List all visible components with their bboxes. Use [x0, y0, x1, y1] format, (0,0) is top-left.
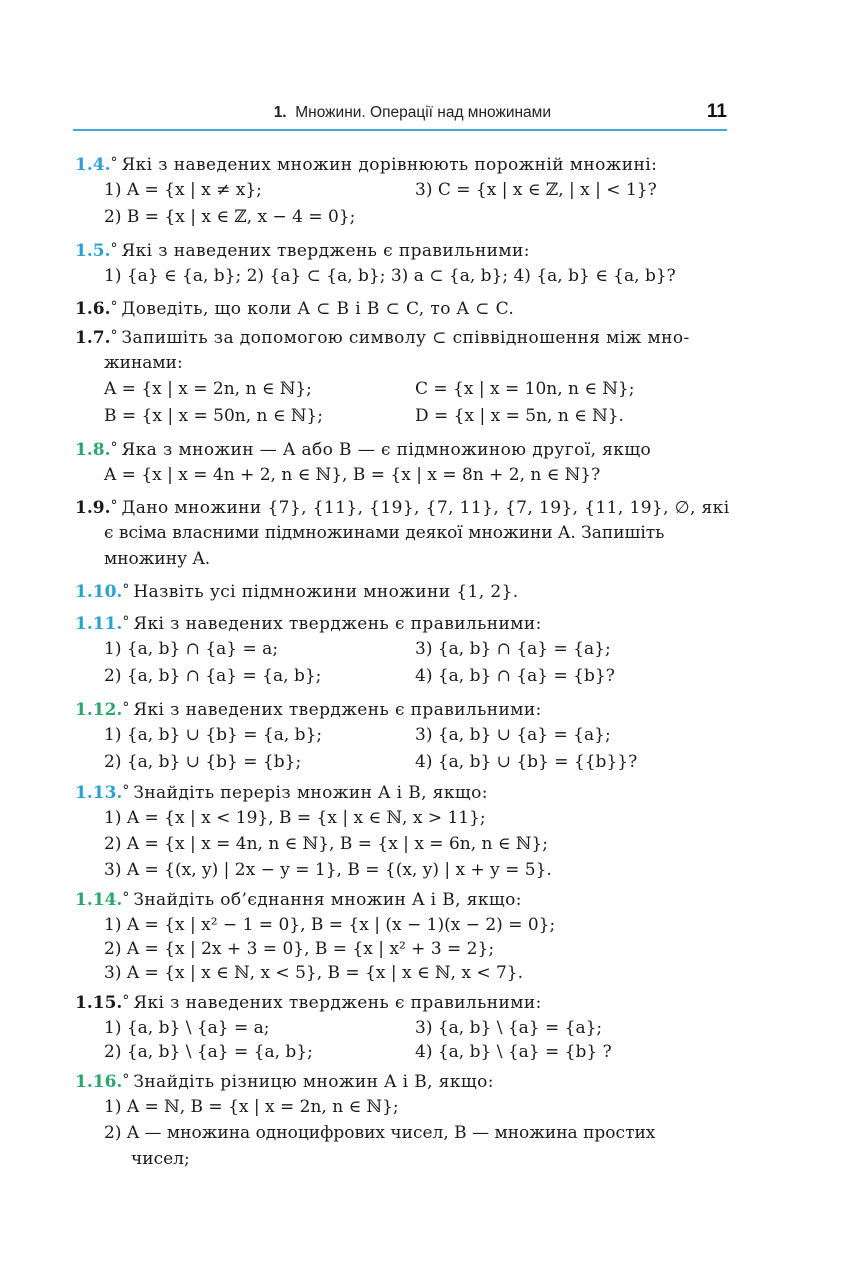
answer-option: 2) {a, b} \ {a} = {a, b}; — [104, 1042, 313, 1062]
problem-1-14 — [75, 886, 727, 987]
answer-option: 4) {a, b} \ {a} = {b} ? — [415, 1042, 612, 1062]
answer-option: 2) {a, b} ∩ {a} = {a, b}; — [104, 666, 322, 686]
exercise-list — [75, 151, 730, 1178]
problem-1-6 — [75, 295, 727, 322]
sub-item: 1) A = {x | x < 19}, B = {x | x ∈ ℕ, x > 11}; — [104, 808, 486, 828]
problem-1-7 — [75, 324, 727, 431]
problem-number: 1.6. — [75, 299, 111, 319]
problem-number: 1.9. — [75, 498, 111, 518]
sub-item: 1) A = ℕ, B = {x | x = 2n, n ∈ ℕ}; — [104, 1097, 399, 1117]
header-divider — [73, 129, 727, 131]
degree-mark: ° — [122, 700, 130, 716]
problem-1-8 — [75, 436, 727, 489]
degree-mark: ° — [122, 783, 130, 799]
problem-text-continued: множину A. — [104, 549, 211, 569]
problem-number: 1.12. — [75, 700, 123, 720]
page-header — [73, 100, 727, 132]
problem-text: Які з наведених тверджень є правильними: — [133, 614, 542, 634]
degree-mark: ° — [122, 1072, 130, 1088]
sub-item: 2) A — множина одноцифрових чисел, B — множина простих — [104, 1123, 656, 1143]
degree-mark: ° — [122, 582, 130, 598]
answer-option: 1) {a, b} ∪ {b} = {a, b}; — [104, 725, 323, 745]
problem-1-12 — [75, 696, 727, 777]
chapter-heading — [274, 104, 551, 122]
sub-item: 2) A = {x | 2x + 3 = 0}, B = {x | x² + 3 = 2}; — [104, 939, 495, 959]
problem-1-16 — [75, 1068, 727, 1173]
answer-option: 3) C = {x | x ∈ ℤ, | x | < 1}? — [415, 180, 657, 200]
problem-1-10 — [75, 578, 727, 605]
answer-option: 2) B = {x | x ∈ ℤ, x − 4 = 0}; — [104, 207, 356, 227]
problem-text-continued: є всіма власними підмножинами деякої множини A. Запишіть — [104, 523, 665, 543]
set-definition: D = {x | x = 5n, n ∈ ℕ}. — [415, 406, 624, 426]
problem-text: Запишіть за допомогою символу ⊂ співвідношення між мно- — [121, 328, 690, 348]
problem-1-13 — [75, 779, 727, 884]
problem-text: Назвіть усі підмножини множини {1, 2}. — [133, 582, 519, 602]
chapter-number: 1. — [273, 104, 287, 121]
problem-text-continued: жинами: — [104, 353, 183, 373]
degree-mark: ° — [122, 614, 130, 630]
problem-text: Знайдіть об’єднання множин A і B, якщо: — [133, 890, 522, 910]
problem-text: Які з наведених тверджень є правильними: — [121, 241, 530, 261]
sub-item: 2) A = {x | x = 4n, n ∈ ℕ}, B = {x | x = 6n, n ∈ ℕ}; — [104, 834, 548, 854]
degree-mark: ° — [110, 299, 118, 315]
answer-option: 2) {a, b} ∪ {b} = {b}; — [104, 752, 302, 772]
problem-number: 1.8. — [75, 440, 111, 460]
degree-mark: ° — [122, 890, 130, 906]
set-definition: B = {x | x = 50n, n ∈ ℕ}; — [104, 406, 323, 426]
degree-mark: ° — [122, 993, 130, 1009]
sub-item-continued: чисел; — [131, 1149, 190, 1169]
sub-item: 1) A = {x | x² − 1 = 0}, B = {x | (x − 1)(x − 2) = 0}; — [104, 915, 556, 935]
degree-mark: ° — [110, 155, 118, 171]
sub-item: 3) A = {(x, y) | 2x − y = 1}, B = {(x, y) | x + y = 5}. — [104, 860, 552, 880]
problem-text: Знайдіть різницю множин A і B, якщо: — [133, 1072, 494, 1092]
problem-number: 1.11. — [75, 614, 123, 634]
answer-option: 3) {a, b} \ {a} = {a}; — [415, 1018, 603, 1038]
answer-option: 4) {a, b} ∪ {b} = {{b}}? — [415, 752, 638, 772]
answer-option: 1) {a, b} ∩ {a} = a; — [104, 639, 279, 659]
answer-option: 1) {a, b} \ {a} = a; — [104, 1018, 270, 1038]
degree-mark: ° — [110, 241, 118, 257]
set-definition: C = {x | x = 10n, n ∈ ℕ}; — [415, 379, 635, 399]
answer-option: 3) {a, b} ∪ {a} = {a}; — [415, 725, 611, 745]
page-number: 11 — [706, 101, 727, 122]
problem-text: Доведіть, що коли A ⊂ B і B ⊂ C, то A ⊂ C. — [121, 299, 515, 319]
problem-text: Які з наведених множин дорівнюють порожній множині: — [121, 155, 658, 175]
problem-text: Знайдіть переріз множин A і B, якщо: — [133, 783, 488, 803]
problem-number: 1.4. — [75, 155, 111, 175]
problem-number: 1.16. — [75, 1072, 123, 1092]
problem-text: Дано множини {7}, {11}, {19}, {7, 11}, {7, 19}, {11, 19}, ∅, які — [121, 498, 730, 518]
problem-number: 1.10. — [75, 582, 123, 602]
answer-option: 1) A = {x | x ≠ x}; — [104, 180, 262, 200]
problem-1-5 — [75, 237, 727, 290]
problem-number: 1.5. — [75, 241, 111, 261]
problem-1-15 — [75, 989, 727, 1066]
problem-1-4 — [75, 151, 727, 232]
problem-text: Яка з множин — A або B — є підмножиною другої, якщо — [121, 440, 652, 460]
sub-item: 3) A = {x | x ∈ ℕ, x < 5}, B = {x | x ∈ ℕ, x < 7}. — [104, 963, 524, 983]
problem-number: 1.7. — [75, 328, 111, 348]
problem-text: Які з наведених тверджень є правильними: — [133, 700, 542, 720]
problem-number: 1.14. — [75, 890, 123, 910]
degree-mark: ° — [110, 498, 118, 514]
degree-mark: ° — [110, 440, 118, 456]
problem-number: 1.13. — [75, 783, 123, 803]
problem-text: Які з наведених тверджень є правильними: — [133, 993, 542, 1013]
chapter-title: Множини. Операції над множинами — [295, 104, 551, 121]
degree-mark: ° — [110, 328, 118, 344]
problem-1-9 — [75, 494, 730, 573]
problem-text-continued: A = {x | x = 4n + 2, n ∈ ℕ}, B = {x | x = 8n + 2, n ∈ ℕ}? — [104, 465, 601, 485]
answer-option: 3) {a, b} ∩ {a} = {a}; — [415, 639, 611, 659]
answer-options-line: 1) {a} ∈ {a, b}; 2) {a} ⊂ {a, b}; 3) a ⊂ {a, b}; 4) {a, b} ∈ {a, b}? — [104, 266, 676, 286]
set-definition: A = {x | x = 2n, n ∈ ℕ}; — [104, 379, 312, 399]
answer-option: 4) {a, b} ∩ {a} = {b}? — [415, 666, 615, 686]
problem-1-11 — [75, 610, 727, 691]
problem-number: 1.15. — [75, 993, 123, 1013]
